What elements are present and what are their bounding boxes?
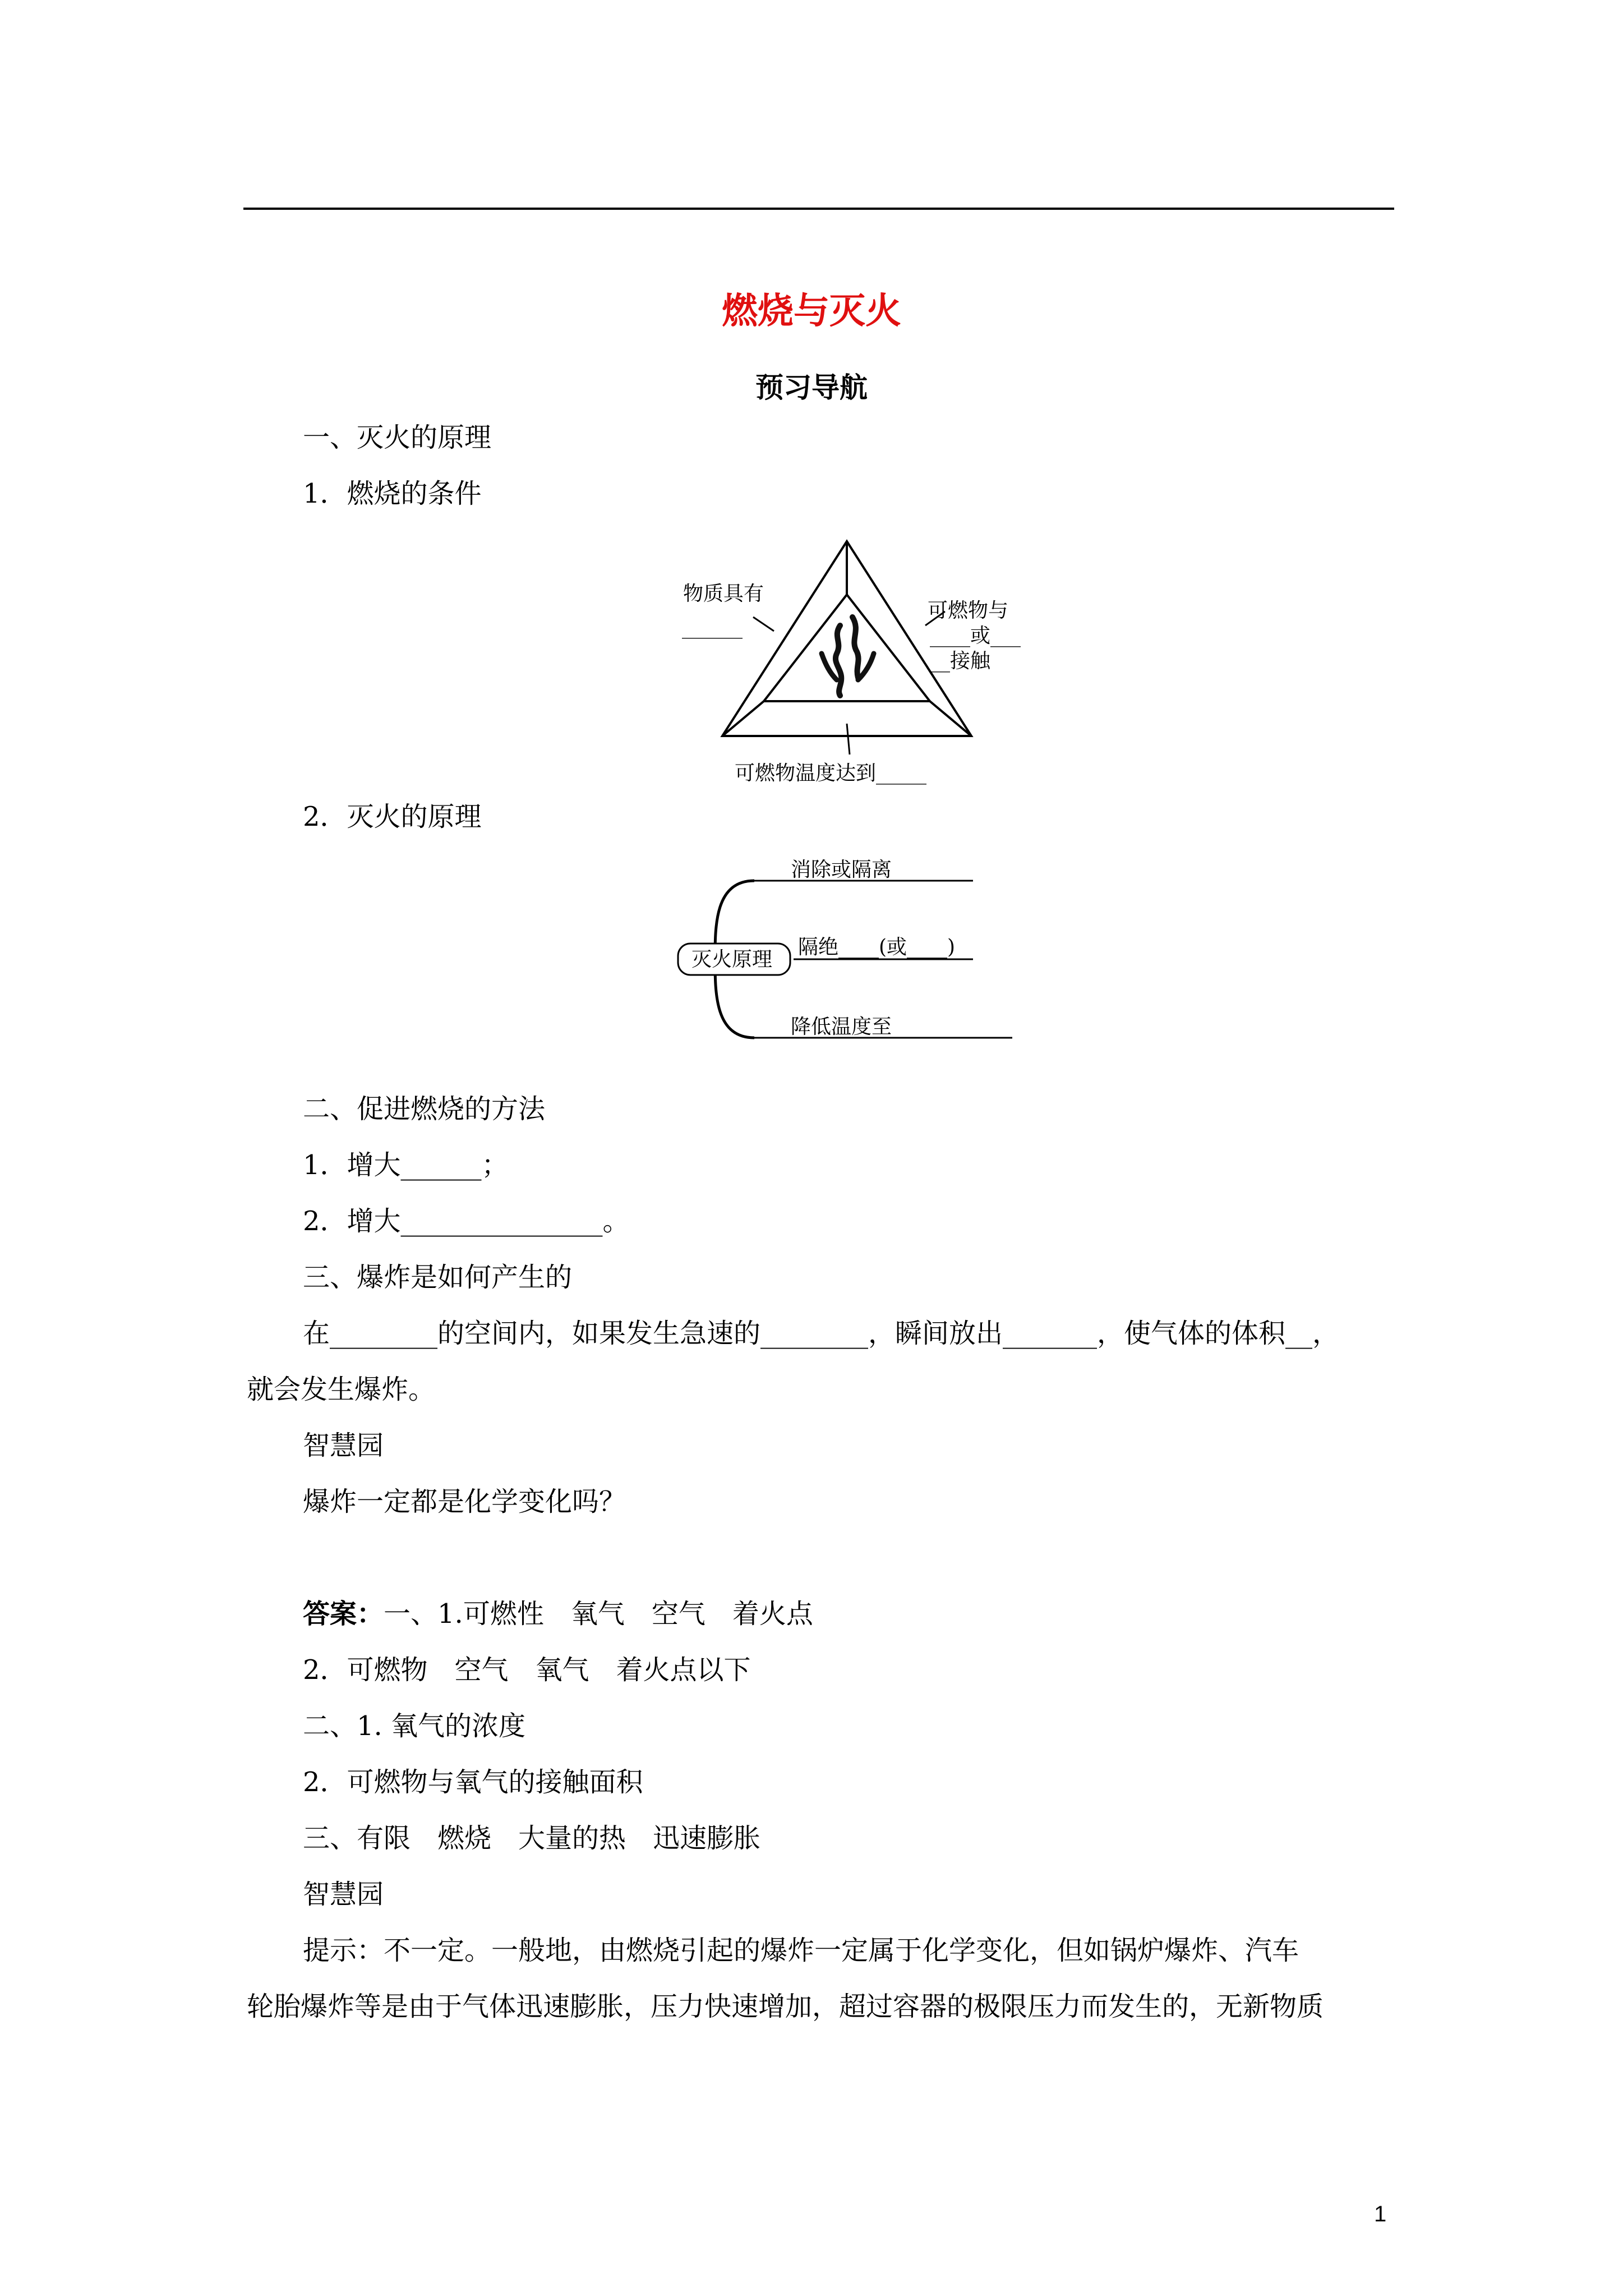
triangle-label-right-3: __接触 [930,650,991,673]
triangle-label-bottom: 可燃物温度达到_____ [735,762,927,785]
answers-line1 [303,1596,813,1632]
answers-line3: 二、1. 氧气的浓度 [303,1710,526,1742]
extinguish-principle-mindmap [670,847,1029,1083]
mindmap-branch-2: 隔绝____(或____) [798,936,956,959]
wisdom-heading: 智慧园 [303,1430,384,1461]
section2-item2: 2．增大_______________。 [303,1205,630,1237]
triangle-label-left: 物质具有 [683,582,764,605]
mindmap-branch-3: 降低温度至_________ [791,1015,983,1038]
triangle-label-right-2: ____或___ [930,624,1021,647]
triangle-label-right: 可燃物与 [928,599,1009,622]
triangle-label-left-blank: ______ [682,616,743,639]
answers-line8: 轮胎爆炸等是由于气体迅速膨胀，压力快速增加，超过容器的极限压力而发生的，无新物质 [247,1991,1324,2022]
mindmap-center-label: 灭火原理 [691,948,773,971]
answers-line1-text: 一、1.可燃性 氧气 空气 着火点 [384,1598,813,1630]
section2-heading: 二、促进燃烧的方法 [303,1093,546,1125]
section3-para-line1: 在________的空间内，如果发生急速的________，瞬间放出_______，使气体的体积__， [303,1318,1340,1349]
section-subtitle: 预习导航 [755,371,868,404]
answers-line6: 智慧园 [303,1879,384,1910]
answers-label: 答案： [303,1598,384,1630]
answers-line4: 2．可燃物与氧气的接触面积 [303,1766,643,1798]
mindmap-branch-1: 消除或隔离_____ [791,858,943,881]
fire-triangle-diagram [662,533,1054,791]
section1-item1: 1．燃烧的条件 [303,478,482,509]
header-rule [243,208,1394,210]
page-number: 1 [1374,2202,1387,2226]
section3-heading: 三、爆炸是如何产生的 [303,1262,573,1293]
section1-heading: 一、灭火的原理 [303,422,492,453]
inner-triangle [764,595,930,701]
answers-line2: 2．可燃物 空气 氧气 着火点以下 [303,1654,751,1686]
answers-line7: 提示：不一定。一般地，由燃烧引起的爆炸一定属于化学变化，但如锅炉爆炸、汽车 [303,1935,1299,1966]
section3-para-line2: 就会发生爆炸。 [247,1374,436,1405]
section2-item1: 1．增大______； [303,1149,509,1181]
document-title: 燃烧与灭火 [722,290,901,332]
wisdom-question: 爆炸一定都是化学变化吗？ [303,1486,626,1517]
answers-line5: 三、有限 燃烧 大量的热 迅速膨胀 [303,1823,761,1854]
fire-glyph-icon [822,617,874,696]
section1-item2: 2．灭火的原理 [303,801,482,832]
